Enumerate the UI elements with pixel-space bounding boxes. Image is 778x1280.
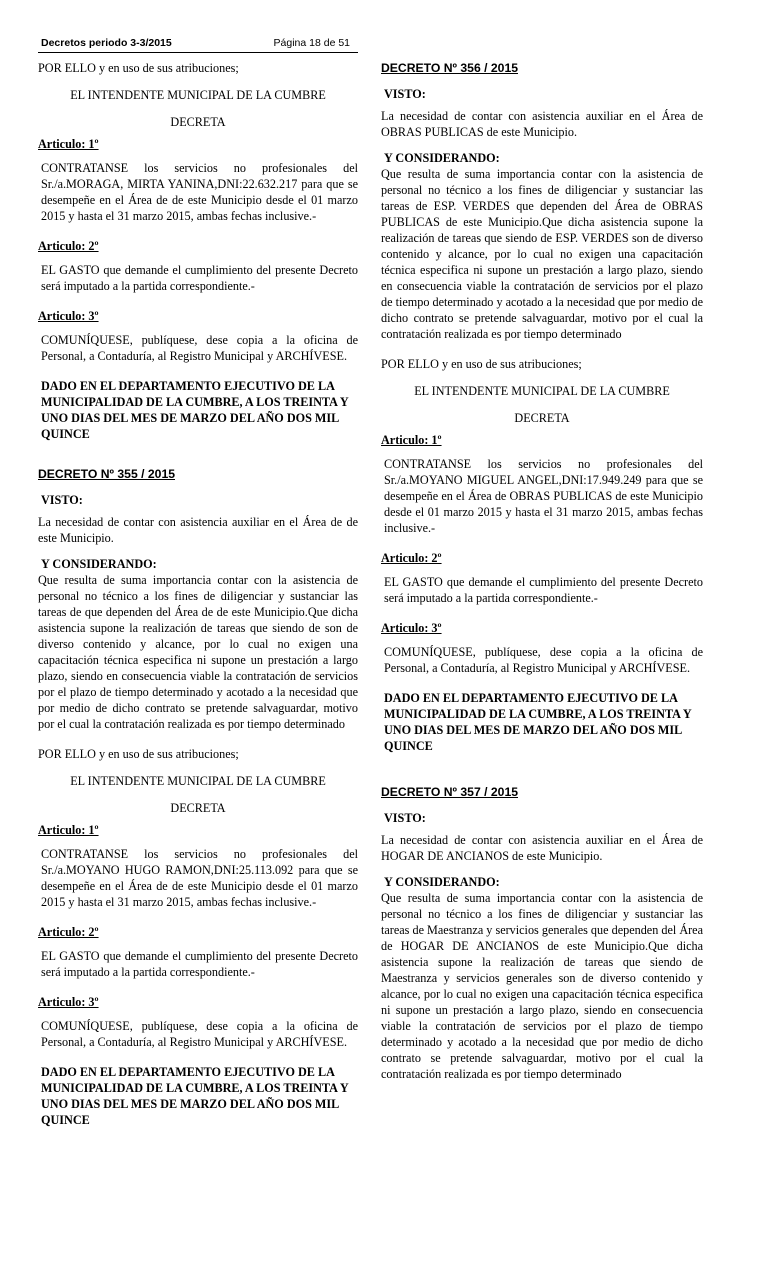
article-3-text: COMUNÍQUESE, publíquese, dese copia a la oficina de Personal, a Contaduría, al Registro Municipal y ARCHÍVESE. <box>384 645 703 675</box>
article-2-title: Articulo: 2º <box>38 239 99 253</box>
article-2-text: EL GASTO que demande el cumplimiento del presente Decreto será imputado a la partida correspondiente.- <box>384 575 703 605</box>
decreto-355-title: DECRETO Nº 355 / 2015 <box>38 467 175 481</box>
article-1-text: CONTRATANSE los servicios no profesionales del Sr./a.MOYANO MIGUEL ANGEL,DNI:17.949.249 para que se desempeñe en el Área de OBRAS PUBLICAS de este Municipio desde el 01 marzo 2015 y hasta el 31 marzo 2015, ambas fechas inclusive.- <box>384 457 703 535</box>
article-2-text: EL GASTO que demande el cumplimiento del presente Decreto será imputado a la partida correspondiente.- <box>41 263 358 293</box>
considerando-text: Que resulta de suma importancia contar con la asistencia de personal no técnico a los fines de diligenciar y sustanciar las tareas de que dependen del Área de de este Municipio.Que dicha asistencia supone la realización de tareas que siendo de son de diverso contenido y alcance, por lo cual no exigen una capacitación técnica especifica ni supone un prestación a largo plazo, siendo en consecuencia viable la contratación de servicios por el plazo de tiempo determinado y acotado a la necesidad que por medio de dicho contrato se pretende salvaguardar, motivo por el cual la contratación realizada es por tiempo determinado <box>38 573 358 731</box>
article-1-text: CONTRATANSE los servicios no profesionales del Sr./a.MOYANO HUGO RAMON,DNI:25.113.092 para que se desempeñe en el Área de de este Municipio desde el 01 marzo 2015 y hasta el 31 marzo 2015, ambas fechas inclusive.- <box>41 847 358 909</box>
decreto-357-title: DECRETO Nº 357 / 2015 <box>381 785 518 799</box>
article-3-text: COMUNÍQUESE, publíquese, dese copia a la oficina de Personal, a Contaduría, al Registro Municipal y ARCHÍVESE. <box>41 1019 358 1049</box>
por-ello-text: POR ELLO y en uso de sus atribuciones; <box>381 357 582 371</box>
visto-text: La necesidad de contar con asistencia auxiliar en el Área de de este Municipio. <box>38 515 358 545</box>
considerando-text: Que resulta de suma importancia contar con la asistencia de personal no técnico a los fines de diligenciar y sustanciar las tareas de ESP. VERDES que dependen del Área de OBRAS PUBLICAS de este Municipio.Que dicha asistencia supone la realización de tareas que siendo de ESP. VERDES son de diverso contenido y alcance, por lo cual no exigen una capacitación técnica especifica ni supone un prestación a largo plazo, siendo en consecuencia viable la contratación de servicios por el plazo de tiempo determinado y acotado a la necesidad que por medio de dicho contrato se pretende salvaguardar, motivo por el cual la contratación realizada es por tiempo determinado <box>381 167 703 341</box>
dado-text: DADO EN EL DEPARTAMENTO EJECUTIVO DE LA MUNICIPALIDAD DE LA CUMBRE, A LOS TREINTA Y UNO DIAS DEL MES DE MARZO DEL AÑO DOS MIL QUINCE <box>384 691 692 753</box>
decreta-heading: DECRETA <box>170 801 226 815</box>
visto-label: VISTO: <box>384 87 426 101</box>
article-3-title: Articulo: 3º <box>381 621 442 635</box>
article-1-text: CONTRATANSE los servicios no profesionales del Sr./a.MORAGA, MIRTA YANINA,DNI:22.632.217 para que se desempeñe en el Área de de este Municipio desde el 01 marzo 2015 y hasta el 31 marzo 2015, ambas fechas inclusive.- <box>41 161 358 223</box>
article-2-title: Articulo: 2º <box>38 925 99 939</box>
header-title: Decretos periodo 3-3/2015 <box>41 37 172 49</box>
dado-text: DADO EN EL DEPARTAMENTO EJECUTIVO DE LA MUNICIPALIDAD DE LA CUMBRE, A LOS TREINTA Y UNO DIAS DEL MES DE MARZO DEL AÑO DOS MIL QUINCE <box>41 379 349 441</box>
considerando-label: Y CONSIDERANDO: <box>384 875 500 889</box>
article-2-title: Articulo: 2º <box>381 551 442 565</box>
dado-text: DADO EN EL DEPARTAMENTO EJECUTIVO DE LA MUNICIPALIDAD DE LA CUMBRE, A LOS TREINTA Y UNO DIAS DEL MES DE MARZO DEL AÑO DOS MIL QUINCE <box>41 1065 349 1127</box>
considerando-label: Y CONSIDERANDO: <box>41 557 157 571</box>
article-3-text: COMUNÍQUESE, publíquese, dese copia a la oficina de Personal, a Contaduría, al Registro Municipal y ARCHÍVESE. <box>41 333 358 363</box>
article-2-text: EL GASTO que demande el cumplimiento del presente Decreto será imputado a la partida correspondiente.- <box>41 949 358 979</box>
page-header <box>38 30 358 53</box>
por-ello-text: POR ELLO y en uso de sus atribuciones; <box>38 61 239 75</box>
intendente-heading: EL INTENDENTE MUNICIPAL DE LA CUMBRE <box>414 384 670 398</box>
article-3-title: Articulo: 3º <box>38 995 99 1009</box>
article-1-title: Articulo: 1º <box>38 137 99 151</box>
right-column <box>381 60 703 1260</box>
intendente-heading: EL INTENDENTE MUNICIPAL DE LA CUMBRE <box>70 774 326 788</box>
por-ello-text: POR ELLO y en uso de sus atribuciones; <box>38 747 239 761</box>
decreto-356-title: DECRETO Nº 356 / 2015 <box>381 61 518 75</box>
article-1-title: Articulo: 1º <box>381 433 442 447</box>
intendente-heading: EL INTENDENTE MUNICIPAL DE LA CUMBRE <box>70 88 326 102</box>
page-number: Página 18 de 51 <box>273 37 350 49</box>
considerando-text: Que resulta de suma importancia contar con la asistencia de personal no técnico a los fines de diligenciar y sustanciar las tareas de Maestranza y servicios generales que dependen del Área de HOGAR DE ANCIANOS de este Municipio.Que dicha asistencia supone la realización de tareas que siendo de Maestranza y servicios generales son de diverso contenido y alcance, por lo cual no exigen una capacitación técnica especifica ni supone un prestación a largo plazo, siendo en consecuencia viable la contratación de servicios por el plazo de tiempo determinado y acotado a la necesidad que por medio de dicho contrato se pretende salvaguardar, motivo por el cual la contratación realizada es por tiempo determinado <box>381 891 703 1081</box>
visto-text: La necesidad de contar con asistencia auxiliar en el Área de OBRAS PUBLICAS de este Municipio. <box>381 109 703 139</box>
decreta-heading: DECRETA <box>170 115 226 129</box>
article-3-title: Articulo: 3º <box>38 309 99 323</box>
visto-label: VISTO: <box>384 811 426 825</box>
considerando-label: Y CONSIDERANDO: <box>384 151 500 165</box>
article-1-title: Articulo: 1º <box>38 823 99 837</box>
decreta-heading: DECRETA <box>514 411 570 425</box>
visto-text: La necesidad de contar con asistencia auxiliar en el Área de HOGAR DE ANCIANOS de este Municipio. <box>381 833 703 863</box>
left-column <box>38 60 358 1260</box>
visto-label: VISTO: <box>41 493 83 507</box>
